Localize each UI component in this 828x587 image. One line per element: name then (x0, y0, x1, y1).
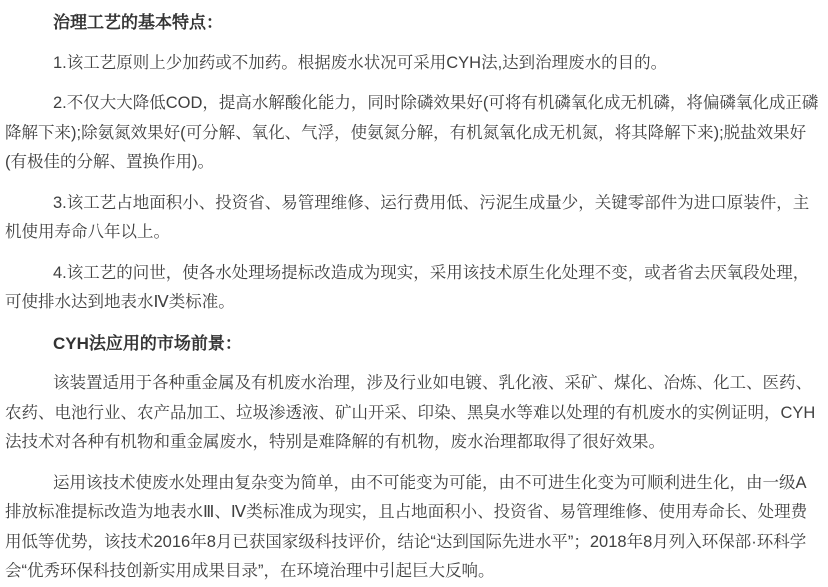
section-heading: CYH法应用的市场前景： (53, 333, 242, 353)
body-paragraph: 3.该工艺占地面积小、投资省、易管理维修、运行费用低、污泥生成量少，关键零部件为进口原装件，主机使用寿命八年以上。 (5, 193, 810, 241)
section-heading: 治理工艺的基本特点： (53, 13, 223, 32)
body-paragraph: 4.该工艺的问世，使各水处理场提标改造成为现实，采用该技术原生化处理不变，或者省去厌氧段处理，可使排水达到地表水Ⅳ类标准。 (5, 263, 810, 311)
body-paragraph: 1.该工艺原则上少加药或不加药。根据废水状况可采用CYH法,达到治理废水的目的。 (53, 53, 668, 72)
body-paragraph: 运用该技术使废水处理由复杂变为简单，由不可能变为可能，由不可进生化变为可顺利进生化，由一级A排放标准提标改造为地表水Ⅲ、Ⅳ类标准成为现实，且占地面积小、投资省、易管理维修、使用寿命长、处理费用低等优势，该技术2016年8月已获国家级科技评价，结论“达到国际先进水平”；2018年8月列入环保部·环科学会“优秀环保科技创新实用成果目录”，在环境治理中引起巨大反响。 (5, 473, 808, 580)
body-paragraph: 2.不仅大大降低COD，提高水解酸化能力，同时除磷效果好(可将有机磷氧化成无机磷，将偏磷氧化成正磷降解下来);除氨氮效果好(可分解、氧化、气浮，使氨氮分解，有机氮氧化成无机氮，将其降解下来);脱盐效果好(有极佳的分解、置换作用)。 (5, 94, 819, 171)
body-paragraph: 该装置适用于各种重金属及有机废水治理，涉及行业如电镀、乳化液、采矿、煤化、冶炼、化工、医药、农药、电池行业、农产品加工、垃圾渗透液、矿山开采、印染、黑臭水等难以处理的有机废水的实例证明，CYH 法技术对各种有机物和重金属废水，特别是难降解的有机物，废水治理都取得了很好效果。 (5, 374, 816, 451)
